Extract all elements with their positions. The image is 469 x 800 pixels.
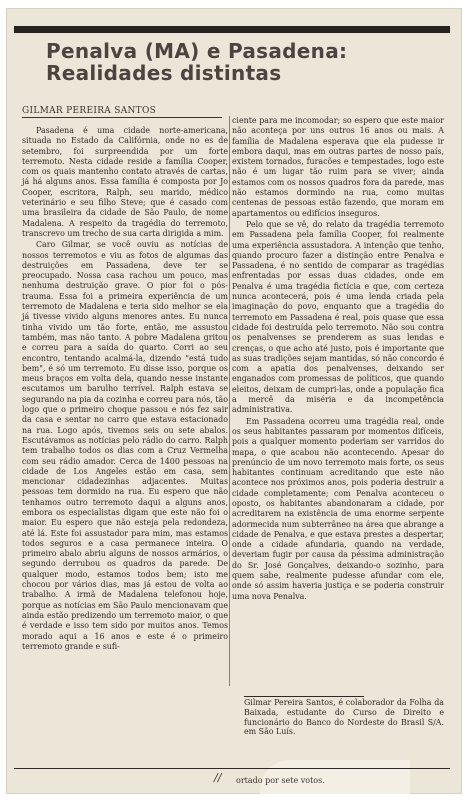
paragraph: Em Passadena ocorreu uma tragédia real, onde os seus habitantes passaram por momentos difíceis, pois a qualquer momento poderiam ser varridos do mapa, o que acabou não acontecendo. Apesar do prenúncio de um novo terremoto mais forte, os seus habitantes continuam acreditando que este não acontece nos próximos anos, pois poderia destruir a cidade completamente; com Penalva aconteceu o oposto, os habitantes abandonaram a cidade, por acreditarem na existência de uma enorme serpente adormecida num subterrâneo na área que abrange a cidade de Penalva, e que estava prestes a despertar, onde a cidade afundaria, quando na verdade, deveriam fugir por causa da péssima administração do Sr. José Gonçalves, deixando-o sozinho, para quem sabe, realmente pudesse afundar com ele, onde só assim haveria justiça e se poderia construir uma nova Penalva. [232,416,444,601]
paragraph: ciente para me incomodar; so espero que este maior não aconteça por uns outros 16 anos ou mais. A família de Madalena esperava que ela pudesse ir embora daqui, mas em outras partes de nosso país, existem tornados, furacões e tempestades, logo este não é um lugar tão ruim para se viver; ainda estamos com os nossos quadros fora da parede, mas não estamos dormindo na rua, como muitas centenas de pessoas estão fazendo, que moram em apartamentos ou edifícios inseguros. [232,116,444,218]
headline [46,40,446,84]
column-divider [229,116,230,686]
article-column-right [232,116,444,603]
footer-fragment: ortado por sete votos. [236,776,325,785]
byline: GILMAR PEREIRA SANTOS [22,106,222,118]
article-column-left [22,126,228,653]
paragraph: Pasadena é uma cidade norte-americana, situada no Estado da Califórnia, onde no es de setembro, foi surpreendida por um forte terremoto. Nesta cidade reside a família Cooper, com os quais mantenho contato através de cartas, já há alguns anos. Essa família é composta por Jo Cooper, escritora, Ralph, seu marido, médico veterinário e seu filho Steve; que é casado com uma brasileira da cidade de São Paulo, de nome Madalena. A respeito da tragédia do terremoto, transcrevo um trecho de sua carta dirigida a mim. [22,126,228,238]
cut-mark: // [214,771,222,784]
paragraph: Caro Gilmar, se você ouviu as notícias de nossos terremotos e viu as fotos de algumas das destruições em Passadena, deve ter se preocupado. Nossa casa rachou um pouco, mas nenhuma destruição grave. O pior foi o pós-trauma. Essa foi a primeira experiência de um terremoto de Madalena e teria sido melhor se ela já tivesse vivido alguns menores antes. Eu nunca tinha vivido um tão forte, então, me assustou também, mas não tanto. A pobre Madalena gritou e correu para a saída do quarto. Corri ao seu encontro, tentando acalmá-la, dizendo "está tudo bem", é só um terremoto. Eu disse isso, porque os meus braços em volta dela, quando nesse instante escutamos um barulho terrível. Ralph estava se segurando na pia da cozinha e correu para nós, tão logo que o primeiro choque passou e nós fez sair da casa e sentar no carro que estava estacionado na rua. Logo após, tivemos seis ou sete abalos. Escutávamos as notícias pelo rádio do carro. Ralph tem trabalho todos os dias com a Cruz Vermelha com seu rádio amador. Cerca de 1400 pessoas na cidade de Los Angeles estão em casa, sem mencionar cidadezinhas adjacentes. Muitas pessoas tem dormido na rua. Eu espero que não tenhamos outro terremoto daqui a alguns anos, embora os especialistas digam que este não foi o maior. Eu espero que não esteja pela redondeza, até lá. Este foi assustador para mim, mas estamos todos seguros e a casa permanece inteira. O primeiro abalo abriu alguns de nossos armários, o segundo derrubou os quadros da parede. De qualquer modo, estamos todos bem; isto me chocou por vários dias, mas já estou de volta ao trabalho. A irmã de Madalena telefonou hoje, porque as notícias em São Paulo mencionavam que ainda estão predizendo um terremoto maior, o que é verdade e isso tem sido por muitos anos. Temos morado aqui a 16 anos e este é o primeiro terremoto grande e sufi- [22,240,228,651]
bottom-rule [14,768,450,769]
author-note: Gilmar Pereira Santos, é colaborador da Folha da Baixada, estudante do Curso de Direito e funcionário do Banco do Nordeste do Brasil S/A. em São Luís. [244,698,444,737]
headline-line-1: Penalva (MA) e Pasadena: [46,39,348,63]
header-rule [14,26,450,33]
headline-line-2: Realidades distintas [46,61,282,85]
author-note-rule [244,696,364,697]
paragraph: Pelo que se vê, do relato da tragédia terremoto em Passadena pela família Cooper, foi realmente uma experiência assustadora. A intenção que tenho, quando procuro fazer a distinção entre Penalva e Passadena, é no sentido de comparar as tragédias enfrentadas por essas duas cidades, onde em Penalva é uma tragédia fictícia e que, com certeza nunca acontecerá, pois é uma lenda criada pela imaginação do povo, enquanto que a tragédia do terremoto em Passadena é real, pois quase que essa cidade foi destruída pelo terremoto. Não sou contra os penalvenses se prenderem as suas lendas e crenças, o que acho até justo, pois é importante que as suas tradições sejam mantidas, só não concordo é com a apatia dos penalvenses, deixando ser enganados com promessas de políticos, que quando eleitos, deixam de cumpri-las, onde a população fica a mercê da miséria e da incompetência administrativa. [232,219,444,415]
